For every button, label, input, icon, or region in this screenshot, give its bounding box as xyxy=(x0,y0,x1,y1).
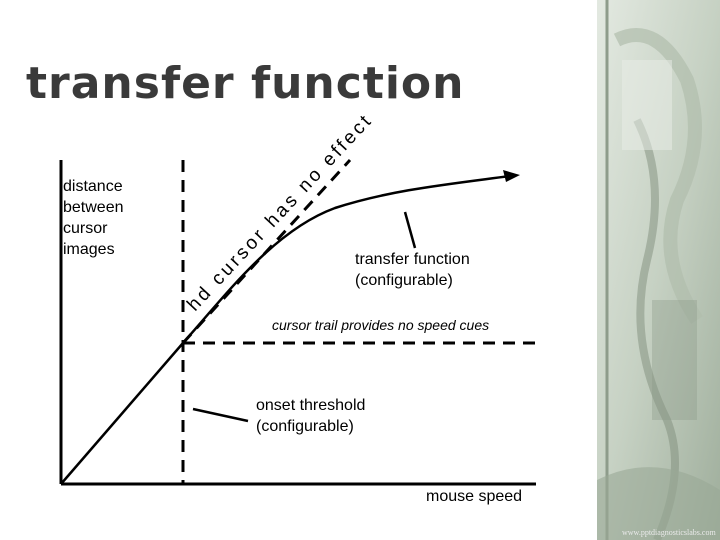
y-axis-label-line: distance xyxy=(63,178,123,195)
onset-callout-line xyxy=(193,409,248,421)
decorative-sidebar-image xyxy=(597,0,720,540)
y-axis-label-line: between xyxy=(63,199,124,216)
onset-threshold-callout xyxy=(256,395,365,437)
y-axis-label-line: cursor xyxy=(63,220,108,237)
linear-segment xyxy=(61,343,183,484)
callout-line: transfer function xyxy=(355,251,470,268)
transfer-callout-line xyxy=(405,212,415,248)
transfer-function-callout xyxy=(355,249,470,291)
no-effect-annotation: hd cursor has no effect xyxy=(183,109,378,316)
callout-line: onset threshold xyxy=(256,397,366,414)
transfer-curve-arrowhead xyxy=(503,170,520,182)
slide-title: transfer function xyxy=(26,58,465,109)
x-axis-label: mouse speed xyxy=(426,488,523,505)
callout-line: (configurable) xyxy=(355,272,453,289)
trail-note: cursor trail provides no speed cues xyxy=(272,317,490,333)
callout-line: (configurable) xyxy=(256,418,354,435)
watermark: www.pptdiagnosticslabs.com xyxy=(622,528,716,537)
y-axis-label-line: images xyxy=(63,241,115,258)
